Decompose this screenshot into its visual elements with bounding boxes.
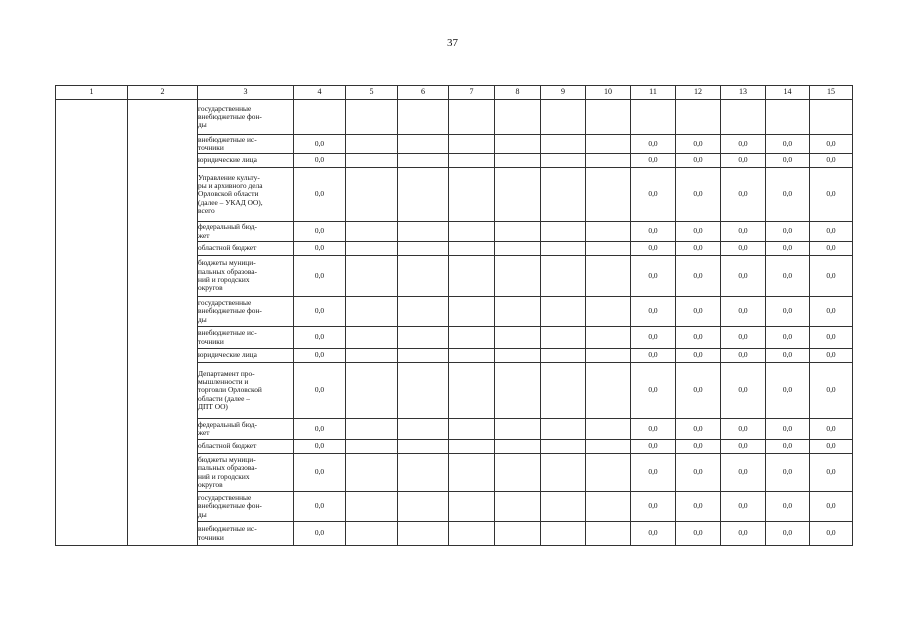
value-cell-col6 xyxy=(398,419,449,440)
value-cell-col13: 0,0 xyxy=(721,135,766,154)
value-cell-col11: 0,0 xyxy=(631,168,676,222)
value-cell-col8 xyxy=(495,363,541,419)
value-cell-col14: 0,0 xyxy=(766,154,810,168)
value-cell-col13: 0,0 xyxy=(721,168,766,222)
description-line: пальных образова- xyxy=(198,463,257,473)
value-cell-col11: 0,0 xyxy=(631,154,676,168)
description-line: бюджеты муници- xyxy=(198,258,256,268)
value-cell-col5 xyxy=(346,349,398,363)
description-line: ды xyxy=(198,120,207,130)
value-cell-col5 xyxy=(346,100,398,135)
value-cell-col10 xyxy=(586,154,631,168)
description-line: государственные xyxy=(198,298,252,308)
value-cell-col8 xyxy=(495,297,541,327)
value-cell-col12: 0,0 xyxy=(676,297,721,327)
value-cell-col15: 0,0 xyxy=(810,154,853,168)
value-cell-col9 xyxy=(541,222,586,242)
value-cell-col13: 0,0 xyxy=(721,222,766,242)
value-cell-col10 xyxy=(586,349,631,363)
value-cell-col9 xyxy=(541,297,586,327)
description-line: областной бюджет xyxy=(198,243,257,253)
value-cell-col14: 0,0 xyxy=(766,135,810,154)
value-cell-col10 xyxy=(586,440,631,454)
value-cell-col10 xyxy=(586,492,631,522)
header-row xyxy=(56,86,853,100)
value-cell-col4: 0,0 xyxy=(294,135,346,154)
value-cell-col9 xyxy=(541,168,586,222)
description-line: жет xyxy=(198,428,210,437)
value-cell-col4: 0,0 xyxy=(294,168,346,222)
value-cell-col9 xyxy=(541,135,586,154)
value-cell-col8 xyxy=(495,222,541,242)
value-cell-col11: 0,0 xyxy=(631,242,676,256)
value-cell-col6 xyxy=(398,168,449,222)
description-line: внебюджетные фон- xyxy=(198,501,262,511)
value-cell-col14: 0,0 xyxy=(766,256,810,297)
value-cell-col7 xyxy=(449,327,495,349)
value-cell-col12: 0,0 xyxy=(676,522,721,546)
value-cell-col7 xyxy=(449,349,495,363)
value-cell-col8 xyxy=(495,154,541,168)
value-cell-col8 xyxy=(495,256,541,297)
column-header-3: 3 xyxy=(198,86,294,100)
value-cell-col15: 0,0 xyxy=(810,522,853,546)
column-header-7: 7 xyxy=(449,86,495,100)
value-cell-col13: 0,0 xyxy=(721,419,766,440)
value-cell-col4: 0,0 xyxy=(294,242,346,256)
value-cell-col15: 0,0 xyxy=(810,135,853,154)
value-cell-col9 xyxy=(541,522,586,546)
value-cell-col9 xyxy=(541,492,586,522)
value-cell-col10 xyxy=(586,100,631,135)
row-description xyxy=(198,168,294,222)
value-cell-col8 xyxy=(495,242,541,256)
column-header-13: 13 xyxy=(721,86,766,100)
value-cell-col12: 0,0 xyxy=(676,419,721,440)
description-line: Департамент про- xyxy=(198,368,255,378)
value-cell-col5 xyxy=(346,327,398,349)
value-cell-col6 xyxy=(398,100,449,135)
value-cell-col13: 0,0 xyxy=(721,297,766,327)
value-cell-col5 xyxy=(346,256,398,297)
value-cell-col4: 0,0 xyxy=(294,522,346,546)
value-cell-col12: 0,0 xyxy=(676,440,721,454)
value-cell-col9 xyxy=(541,242,586,256)
description-line: точники xyxy=(198,143,224,152)
value-cell-col14: 0,0 xyxy=(766,168,810,222)
value-cell-col6 xyxy=(398,454,449,492)
value-cell-col5 xyxy=(346,522,398,546)
value-cell-col14: 0,0 xyxy=(766,327,810,349)
value-cell-col4: 0,0 xyxy=(294,349,346,363)
value-cell-col12: 0,0 xyxy=(676,349,721,363)
value-cell-col5 xyxy=(346,222,398,242)
value-cell-col8 xyxy=(495,440,541,454)
value-cell-col6 xyxy=(398,154,449,168)
value-cell-col15: 0,0 xyxy=(810,242,853,256)
value-cell-col12: 0,0 xyxy=(676,168,721,222)
row-description xyxy=(198,492,294,522)
value-cell-col14: 0,0 xyxy=(766,222,810,242)
value-cell-col5 xyxy=(346,363,398,419)
value-cell-col13: 0,0 xyxy=(721,440,766,454)
value-cell-col6 xyxy=(398,135,449,154)
value-cell-col9 xyxy=(541,454,586,492)
row-description xyxy=(198,419,294,440)
row-description xyxy=(198,100,294,135)
description-line: (далее – УКАД ОО), xyxy=(198,197,263,207)
row-description xyxy=(198,242,294,256)
column-header-11: 11 xyxy=(631,86,676,100)
value-cell-col14: 0,0 xyxy=(766,297,810,327)
value-cell-col6 xyxy=(398,327,449,349)
value-cell-col11: 0,0 xyxy=(631,297,676,327)
value-cell-col10 xyxy=(586,419,631,440)
value-cell-col8 xyxy=(495,135,541,154)
value-cell-col10 xyxy=(586,135,631,154)
value-cell-col4: 0,0 xyxy=(294,363,346,419)
description-line: торговли Орловской xyxy=(198,385,262,395)
value-cell-col7 xyxy=(449,256,495,297)
value-cell-col12: 0,0 xyxy=(676,222,721,242)
value-cell-col15: 0,0 xyxy=(810,168,853,222)
value-cell-col12: 0,0 xyxy=(676,454,721,492)
description-line: ды xyxy=(198,314,207,324)
value-cell-col10 xyxy=(586,454,631,492)
description-line: внебюджетные ис- xyxy=(198,524,257,534)
description-line: жет xyxy=(198,230,210,240)
value-cell-col5 xyxy=(346,297,398,327)
description-line: федеральный бюд- xyxy=(198,419,257,429)
row-description xyxy=(198,256,294,297)
value-cell-col14: 0,0 xyxy=(766,242,810,256)
column-header-10: 10 xyxy=(586,86,631,100)
value-cell-col4: 0,0 xyxy=(294,327,346,349)
description-line: государственные xyxy=(198,493,252,503)
description-line: юридические лица xyxy=(198,350,257,360)
value-cell-col5 xyxy=(346,419,398,440)
column-header-9: 9 xyxy=(541,86,586,100)
description-line: всего xyxy=(198,205,215,215)
value-cell-col9 xyxy=(541,256,586,297)
value-cell-col4: 0,0 xyxy=(294,454,346,492)
row-description xyxy=(198,222,294,242)
row-description xyxy=(198,440,294,454)
row-description xyxy=(198,454,294,492)
value-cell-col6 xyxy=(398,222,449,242)
value-cell-col8 xyxy=(495,492,541,522)
description-line: внебюджетные фон- xyxy=(198,306,262,316)
value-cell-col11: 0,0 xyxy=(631,327,676,349)
description-line: ДПТ ОО) xyxy=(198,401,228,411)
description-line: округов xyxy=(198,479,223,489)
row-description xyxy=(198,349,294,363)
value-cell-col12: 0,0 xyxy=(676,363,721,419)
row-description xyxy=(198,327,294,349)
value-cell-col4: 0,0 xyxy=(294,440,346,454)
value-cell-col8 xyxy=(495,419,541,440)
description-line: областной бюджет xyxy=(198,441,257,451)
value-cell-col7 xyxy=(449,135,495,154)
value-cell-col14: 0,0 xyxy=(766,522,810,546)
value-cell-col4: 0,0 xyxy=(294,256,346,297)
description-line: внебюджетные ис- xyxy=(198,328,257,338)
value-cell-col12: 0,0 xyxy=(676,327,721,349)
value-cell-col14: 0,0 xyxy=(766,419,810,440)
description-line: государственные xyxy=(198,103,252,113)
value-cell-col5 xyxy=(346,135,398,154)
value-cell-col7 xyxy=(449,492,495,522)
value-cell-col9 xyxy=(541,327,586,349)
value-cell-col10 xyxy=(586,256,631,297)
description-line: мышленности и xyxy=(198,377,249,387)
value-cell-col7 xyxy=(449,154,495,168)
value-cell-col12: 0,0 xyxy=(676,135,721,154)
value-cell-col11 xyxy=(631,100,676,135)
description-line: пальных образова- xyxy=(198,266,257,276)
value-cell-col10 xyxy=(586,363,631,419)
value-cell-col7 xyxy=(449,454,495,492)
value-cell-col8 xyxy=(495,454,541,492)
value-cell-col7 xyxy=(449,168,495,222)
value-cell-col7 xyxy=(449,242,495,256)
merged-cell-col1 xyxy=(56,100,128,546)
value-cell-col7 xyxy=(449,363,495,419)
description-line: внебюджетные фон- xyxy=(198,111,262,121)
value-cell-col13: 0,0 xyxy=(721,454,766,492)
value-cell-col5 xyxy=(346,154,398,168)
value-cell-col6 xyxy=(398,522,449,546)
column-header-1: 1 xyxy=(56,86,128,100)
value-cell-col15: 0,0 xyxy=(810,440,853,454)
value-cell-col11: 0,0 xyxy=(631,492,676,522)
value-cell-col6 xyxy=(398,349,449,363)
value-cell-col7 xyxy=(449,419,495,440)
value-cell-col10 xyxy=(586,168,631,222)
value-cell-col15: 0,0 xyxy=(810,454,853,492)
value-cell-col11: 0,0 xyxy=(631,135,676,154)
description-line: бюджеты муници- xyxy=(198,454,256,464)
table-row xyxy=(56,100,853,135)
description-line: точники xyxy=(198,532,224,542)
description-line: Орловской области xyxy=(198,189,259,199)
value-cell-col9 xyxy=(541,440,586,454)
value-cell-col4: 0,0 xyxy=(294,419,346,440)
value-cell-col8 xyxy=(495,522,541,546)
value-cell-col14: 0,0 xyxy=(766,492,810,522)
page-number: 37 xyxy=(447,37,458,49)
value-cell-col13: 0,0 xyxy=(721,522,766,546)
value-cell-col15: 0,0 xyxy=(810,256,853,297)
description-line: области (далее – xyxy=(198,393,250,403)
description-line: ний и городских xyxy=(198,471,250,481)
value-cell-col9 xyxy=(541,419,586,440)
value-cell-col14 xyxy=(766,100,810,135)
column-header-15: 15 xyxy=(810,86,853,100)
row-description xyxy=(198,154,294,168)
value-cell-col15 xyxy=(810,100,853,135)
value-cell-col15: 0,0 xyxy=(810,363,853,419)
value-cell-col11: 0,0 xyxy=(631,440,676,454)
value-cell-col13: 0,0 xyxy=(721,154,766,168)
value-cell-col5 xyxy=(346,440,398,454)
value-cell-col13: 0,0 xyxy=(721,492,766,522)
value-cell-col9 xyxy=(541,154,586,168)
value-cell-col15: 0,0 xyxy=(810,222,853,242)
merged-cell-col2 xyxy=(128,100,198,546)
value-cell-col8 xyxy=(495,168,541,222)
value-cell-col5 xyxy=(346,492,398,522)
row-description xyxy=(198,135,294,154)
row-description xyxy=(198,522,294,546)
value-cell-col6 xyxy=(398,242,449,256)
description-line: ры и архивного дела xyxy=(198,181,263,191)
description-line: федеральный бюд- xyxy=(198,222,257,232)
value-cell-col6 xyxy=(398,492,449,522)
value-cell-col11: 0,0 xyxy=(631,222,676,242)
value-cell-col9 xyxy=(541,349,586,363)
value-cell-col7 xyxy=(449,100,495,135)
value-cell-col13 xyxy=(721,100,766,135)
column-header-12: 12 xyxy=(676,86,721,100)
value-cell-col6 xyxy=(398,363,449,419)
value-cell-col10 xyxy=(586,522,631,546)
column-header-4: 4 xyxy=(294,86,346,100)
value-cell-col4 xyxy=(294,100,346,135)
value-cell-col11: 0,0 xyxy=(631,522,676,546)
value-cell-col10 xyxy=(586,297,631,327)
value-cell-col8 xyxy=(495,327,541,349)
value-cell-col13: 0,0 xyxy=(721,349,766,363)
value-cell-col12: 0,0 xyxy=(676,492,721,522)
value-cell-col12: 0,0 xyxy=(676,256,721,297)
value-cell-col4: 0,0 xyxy=(294,297,346,327)
value-cell-col15: 0,0 xyxy=(810,492,853,522)
value-cell-col7 xyxy=(449,522,495,546)
value-cell-col15: 0,0 xyxy=(810,349,853,363)
column-header-8: 8 xyxy=(495,86,541,100)
description-line: ды xyxy=(198,509,207,519)
value-cell-col15: 0,0 xyxy=(810,297,853,327)
budget-table xyxy=(55,85,853,546)
value-cell-col6 xyxy=(398,440,449,454)
value-cell-col13: 0,0 xyxy=(721,256,766,297)
value-cell-col8 xyxy=(495,349,541,363)
value-cell-col12: 0,0 xyxy=(676,154,721,168)
value-cell-col13: 0,0 xyxy=(721,363,766,419)
value-cell-col12: 0,0 xyxy=(676,242,721,256)
value-cell-col4: 0,0 xyxy=(294,222,346,242)
value-cell-col14: 0,0 xyxy=(766,454,810,492)
value-cell-col13: 0,0 xyxy=(721,327,766,349)
value-cell-col8 xyxy=(495,100,541,135)
value-cell-col11: 0,0 xyxy=(631,363,676,419)
value-cell-col11: 0,0 xyxy=(631,349,676,363)
value-cell-col5 xyxy=(346,454,398,492)
value-cell-col10 xyxy=(586,222,631,242)
value-cell-col6 xyxy=(398,256,449,297)
description-line: внебюджетные ис- xyxy=(198,134,257,144)
column-header-2: 2 xyxy=(128,86,198,100)
row-description xyxy=(198,363,294,419)
description-line: ний и городских xyxy=(198,275,250,284)
column-header-6: 6 xyxy=(398,86,449,100)
value-cell-col7 xyxy=(449,297,495,327)
value-cell-col12 xyxy=(676,100,721,135)
value-cell-col11: 0,0 xyxy=(631,256,676,297)
value-cell-col13: 0,0 xyxy=(721,242,766,256)
value-cell-col14: 0,0 xyxy=(766,363,810,419)
value-cell-col6 xyxy=(398,297,449,327)
column-header-5: 5 xyxy=(346,86,398,100)
value-cell-col15: 0,0 xyxy=(810,419,853,440)
description-line: округов xyxy=(198,283,223,293)
table-body xyxy=(56,100,853,546)
value-cell-col14: 0,0 xyxy=(766,440,810,454)
value-cell-col9 xyxy=(541,363,586,419)
value-cell-col9 xyxy=(541,100,586,135)
description-line: Управление культу- xyxy=(198,172,260,182)
column-header-14: 14 xyxy=(766,86,810,100)
value-cell-col5 xyxy=(346,168,398,222)
value-cell-col7 xyxy=(449,440,495,454)
value-cell-col15: 0,0 xyxy=(810,327,853,349)
description-line: юридические лица xyxy=(198,155,257,165)
value-cell-col10 xyxy=(586,242,631,256)
row-description xyxy=(198,297,294,327)
value-cell-col4: 0,0 xyxy=(294,154,346,168)
value-cell-col11: 0,0 xyxy=(631,454,676,492)
value-cell-col11: 0,0 xyxy=(631,419,676,440)
value-cell-col4: 0,0 xyxy=(294,492,346,522)
value-cell-col14: 0,0 xyxy=(766,349,810,363)
value-cell-col7 xyxy=(449,222,495,242)
value-cell-col10 xyxy=(586,327,631,349)
value-cell-col5 xyxy=(346,242,398,256)
description-line: точники xyxy=(198,336,224,346)
